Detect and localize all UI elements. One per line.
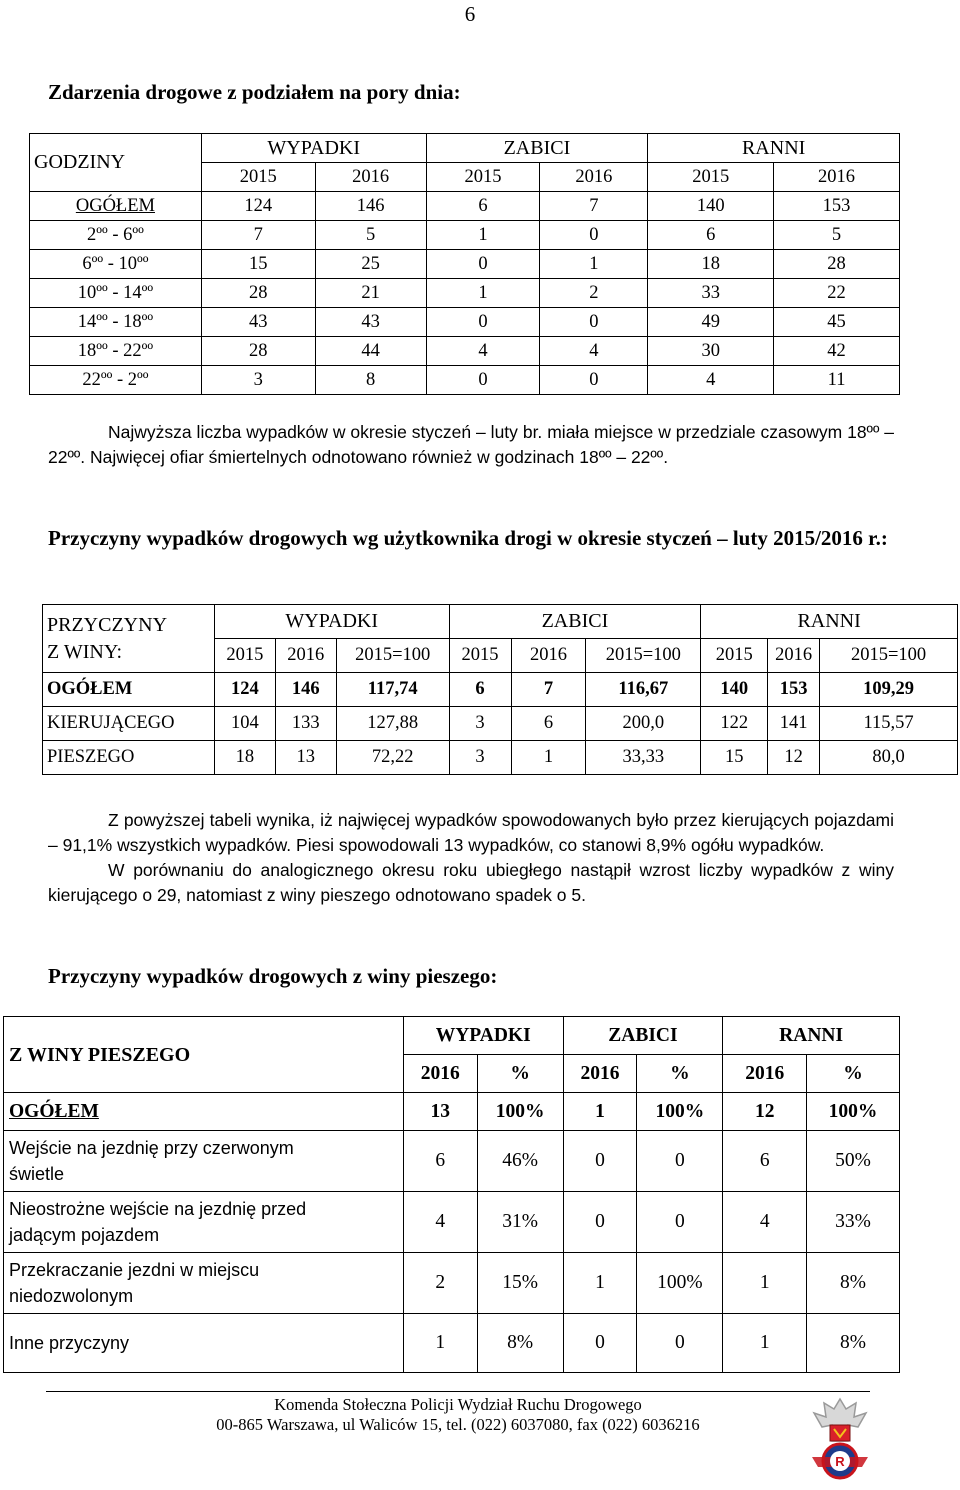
corner-line-1: PRZYCZYNY bbox=[47, 613, 168, 636]
row-label bbox=[4, 1131, 404, 1192]
table-cell: 22 bbox=[774, 279, 900, 308]
sub-header: 2015 bbox=[214, 639, 275, 673]
row-label bbox=[4, 1253, 404, 1314]
table-cell: 5 bbox=[774, 221, 900, 250]
table-cell: 6 bbox=[426, 192, 540, 221]
table-cell: 18 bbox=[214, 741, 275, 775]
table-row bbox=[30, 366, 900, 395]
table-road-user-causes bbox=[42, 604, 958, 775]
table-cell: 1 bbox=[723, 1314, 807, 1373]
paragraph-text: W porównaniu do analogicznego okresu roku ubiegłego nastąpił wzrost liczby wypadków z winy kierującego o 29, natomiast z winy pieszego odnotowano spadek o 5. bbox=[48, 860, 894, 905]
group-header-zabici: ZABICI bbox=[426, 134, 648, 163]
eagle-logo-icon bbox=[800, 1395, 880, 1485]
table-cell: 25 bbox=[315, 250, 426, 279]
table-cell: 2 bbox=[540, 279, 648, 308]
row-label-text: Wejście na jezdnię przy czerwonym świetle bbox=[9, 1138, 294, 1184]
row-label: Inne przyczyny bbox=[4, 1314, 404, 1373]
table-cell: 146 bbox=[275, 673, 336, 707]
table-row bbox=[4, 1314, 900, 1373]
table-cell: 28 bbox=[774, 250, 900, 279]
table-cell: 1 bbox=[426, 221, 540, 250]
table-cell: 116,67 bbox=[586, 673, 701, 707]
table-cell: 8% bbox=[477, 1314, 563, 1373]
table-cell: 100% bbox=[807, 1093, 900, 1131]
group-header-ranni: RANNI bbox=[701, 605, 958, 639]
table-row bbox=[4, 1093, 900, 1131]
table-cell: 21 bbox=[315, 279, 426, 308]
table-cell: 6 bbox=[511, 707, 586, 741]
table-corner-label bbox=[43, 605, 215, 673]
table-cell: 109,29 bbox=[820, 673, 958, 707]
table-pedestrian-causes bbox=[3, 1016, 900, 1373]
table-cell: 133 bbox=[275, 707, 336, 741]
sub-header: 2015=100 bbox=[336, 639, 449, 673]
table-cell: 117,74 bbox=[336, 673, 449, 707]
table-cell: 33% bbox=[807, 1192, 900, 1253]
table-cell: 8 bbox=[315, 366, 426, 395]
table-corner-label: GODZINY bbox=[30, 134, 202, 192]
table-cell: 104 bbox=[214, 707, 275, 741]
table-cell: 4 bbox=[648, 366, 774, 395]
table-cell: 8% bbox=[807, 1314, 900, 1373]
section-heading-pedestrian: Przyczyny wypadków drogowych z winy pieszego: bbox=[48, 964, 498, 988]
table-cell: 3 bbox=[449, 707, 511, 741]
table-cell: 13 bbox=[275, 741, 336, 775]
sub-header: 2016 bbox=[768, 639, 820, 673]
table-corner-label: Z WINY PIESZEGO bbox=[4, 1017, 404, 1093]
table-cell: 28 bbox=[201, 337, 315, 366]
sub-header: % bbox=[477, 1055, 563, 1093]
table-cell: 4 bbox=[723, 1192, 807, 1253]
table-cell: 4 bbox=[426, 337, 540, 366]
sub-header: 2015=100 bbox=[586, 639, 701, 673]
row-label: OGÓŁEM bbox=[4, 1093, 404, 1131]
table-cell: 72,22 bbox=[336, 741, 449, 775]
police-traffic-logo bbox=[800, 1395, 880, 1485]
table-cell: 0 bbox=[540, 366, 648, 395]
sub-header: % bbox=[637, 1055, 723, 1093]
row-label: 10ºº - 14ºº bbox=[30, 279, 202, 308]
table-cell: 7 bbox=[511, 673, 586, 707]
table-cell: 100% bbox=[477, 1093, 563, 1131]
table-cell: 30 bbox=[648, 337, 774, 366]
logo-letter: R bbox=[835, 1454, 845, 1469]
row-label: KIERUJĄCEGO bbox=[43, 707, 215, 741]
table-cell: 15% bbox=[477, 1253, 563, 1314]
table-cell: 3 bbox=[201, 366, 315, 395]
sub-header: 2015 bbox=[701, 639, 768, 673]
table-cell: 124 bbox=[214, 673, 275, 707]
sub-header: % bbox=[807, 1055, 900, 1093]
year-header: 2016 bbox=[315, 163, 426, 192]
table-cell: 49 bbox=[648, 308, 774, 337]
year-header: 2016 bbox=[774, 163, 900, 192]
row-label: 14ºº - 18ºº bbox=[30, 308, 202, 337]
row-label: 2ºº - 6ºº bbox=[30, 221, 202, 250]
table-row bbox=[30, 221, 900, 250]
paragraph-text: Z powyższej tabeli wynika, iż najwięcej wypadków spowodowanych było przez kierujących pojazdami – 91,1% wszystkich wypadków. Piesi spowodowali 13 wypadków, co stanowi 8,9% ogółu wypadków. bbox=[48, 810, 894, 855]
sub-header: 2016 bbox=[723, 1055, 807, 1093]
table-row bbox=[4, 1192, 900, 1253]
table-cell: 0 bbox=[563, 1314, 637, 1373]
table-cell: 153 bbox=[768, 673, 820, 707]
sub-header: 2016 bbox=[563, 1055, 637, 1093]
group-header-wypadki: WYPADKI bbox=[403, 1017, 563, 1055]
page-number: 6 bbox=[464, 2, 476, 26]
table-cell: 1 bbox=[426, 279, 540, 308]
table-cell: 42 bbox=[774, 337, 900, 366]
group-header-ranni: RANNI bbox=[648, 134, 900, 163]
row-label: PIESZEGO bbox=[43, 741, 215, 775]
row-label-text: Nieostrożne wejście na jezdnię przed jadącym pojazdem bbox=[9, 1199, 307, 1245]
table-cell: 12 bbox=[723, 1093, 807, 1131]
table-cell: 15 bbox=[701, 741, 768, 775]
row-label bbox=[4, 1192, 404, 1253]
table-cell: 153 bbox=[774, 192, 900, 221]
footer-divider bbox=[46, 1391, 870, 1392]
table-cell: 100% bbox=[637, 1093, 723, 1131]
table-cell: 0 bbox=[637, 1192, 723, 1253]
row-label: 18ºº - 22ºº bbox=[30, 337, 202, 366]
group-header-zabici: ZABICI bbox=[449, 605, 701, 639]
group-header-ranni: RANNI bbox=[723, 1017, 900, 1055]
table-cell: 15 bbox=[201, 250, 315, 279]
table-cell: 44 bbox=[315, 337, 426, 366]
table-cell: 50% bbox=[807, 1131, 900, 1192]
table-cell: 141 bbox=[768, 707, 820, 741]
table-cell: 200,0 bbox=[586, 707, 701, 741]
table-cell: 33,33 bbox=[586, 741, 701, 775]
table-cell: 31% bbox=[477, 1192, 563, 1253]
table-cell: 12 bbox=[768, 741, 820, 775]
table-cell: 5 bbox=[315, 221, 426, 250]
table-cell: 18 bbox=[648, 250, 774, 279]
group-header-wypadki: WYPADKI bbox=[214, 605, 449, 639]
table-cell: 8% bbox=[807, 1253, 900, 1314]
table-cell: 11 bbox=[774, 366, 900, 395]
sub-header: 2016 bbox=[275, 639, 336, 673]
row-label: OGÓŁEM bbox=[43, 673, 215, 707]
table-row bbox=[30, 308, 900, 337]
table-cell: 127,88 bbox=[336, 707, 449, 741]
footer-line-1: Komenda Stołeczna Policji Wydział Ruchu Drogowego bbox=[274, 1395, 642, 1414]
table-cell: 6 bbox=[403, 1131, 477, 1192]
table-cell: 7 bbox=[201, 221, 315, 250]
table-cell: 46% bbox=[477, 1131, 563, 1192]
table-cell: 7 bbox=[540, 192, 648, 221]
row-label: 22ºº - 2ºº bbox=[30, 366, 202, 395]
table-cell: 100% bbox=[637, 1253, 723, 1314]
table-cell: 0 bbox=[426, 308, 540, 337]
table-cell: 1 bbox=[563, 1093, 637, 1131]
table-cell: 45 bbox=[774, 308, 900, 337]
table-row bbox=[30, 250, 900, 279]
table-cell: 2 bbox=[403, 1253, 477, 1314]
table-cell: 146 bbox=[315, 192, 426, 221]
year-header: 2015 bbox=[648, 163, 774, 192]
table-cell: 1 bbox=[403, 1314, 477, 1373]
group-header-zabici: ZABICI bbox=[563, 1017, 723, 1055]
group-header-wypadki: WYPADKI bbox=[201, 134, 426, 163]
table-cell: 1 bbox=[511, 741, 586, 775]
paragraph-time-of-day-summary bbox=[48, 420, 894, 470]
table-cell: 0 bbox=[540, 221, 648, 250]
row-label: OGÓŁEM bbox=[75, 195, 155, 216]
table-row bbox=[30, 337, 900, 366]
sub-header: 2015=100 bbox=[820, 639, 958, 673]
table-row bbox=[30, 279, 900, 308]
table-row bbox=[43, 707, 958, 741]
table-cell: 0 bbox=[563, 1131, 637, 1192]
table-cell: 0 bbox=[637, 1314, 723, 1373]
corner-line-2: Z WINY: bbox=[47, 640, 122, 663]
table-row bbox=[43, 673, 958, 707]
table-row bbox=[4, 1253, 900, 1314]
table-cell: 6 bbox=[449, 673, 511, 707]
paragraph-text: Najwyższa liczba wypadków w okresie styczeń – luty br. miała miejsce w przedziale czasowym 18ºº – 22ºº. Najwięcej ofiar śmiertelnych odnotowano również w godzinach 18ºº – 22ºº. bbox=[48, 422, 894, 467]
year-header: 2015 bbox=[426, 163, 540, 192]
table-cell: 4 bbox=[540, 337, 648, 366]
table-cell: 140 bbox=[701, 673, 768, 707]
table-time-of-day bbox=[29, 133, 900, 395]
section-heading-road-user: Przyczyny wypadków drogowych wg użytkownika drogi w okresie styczeń – luty 2015/2016 r.: bbox=[48, 526, 888, 550]
sub-header: 2015 bbox=[449, 639, 511, 673]
table-cell: 0 bbox=[426, 250, 540, 279]
section-heading-time-of-day: Zdarzenia drogowe z podziałem na pory dnia: bbox=[48, 80, 461, 104]
table-row bbox=[30, 192, 900, 221]
table-cell: 1 bbox=[563, 1253, 637, 1314]
table-cell: 43 bbox=[315, 308, 426, 337]
table-cell: 43 bbox=[201, 308, 315, 337]
table-cell: 80,0 bbox=[820, 741, 958, 775]
table-cell: 122 bbox=[701, 707, 768, 741]
table-cell: 6 bbox=[723, 1131, 807, 1192]
sub-header: 2016 bbox=[511, 639, 586, 673]
table-cell: 0 bbox=[637, 1131, 723, 1192]
table-cell: 4 bbox=[403, 1192, 477, 1253]
table-cell: 124 bbox=[201, 192, 315, 221]
row-label: 6ºº - 10ºº bbox=[30, 250, 202, 279]
year-header: 2016 bbox=[540, 163, 648, 192]
table-cell: 13 bbox=[403, 1093, 477, 1131]
table-cell: 115,57 bbox=[820, 707, 958, 741]
table-cell: 28 bbox=[201, 279, 315, 308]
table-cell: 33 bbox=[648, 279, 774, 308]
table-cell: 0 bbox=[540, 308, 648, 337]
table-cell: 6 bbox=[648, 221, 774, 250]
table-row bbox=[4, 1131, 900, 1192]
sub-header: 2016 bbox=[403, 1055, 477, 1093]
table-cell: 0 bbox=[426, 366, 540, 395]
year-header: 2015 bbox=[201, 163, 315, 192]
paragraph-road-user-summary bbox=[48, 808, 894, 908]
table-cell: 1 bbox=[723, 1253, 807, 1314]
footer-line-2: 00-865 Warszawa, ul Waliców 15, tel. (022) 6037080, fax (022) 6036216 bbox=[216, 1415, 700, 1434]
table-cell: 140 bbox=[648, 192, 774, 221]
table-cell: 3 bbox=[449, 741, 511, 775]
table-cell: 1 bbox=[540, 250, 648, 279]
table-row bbox=[43, 741, 958, 775]
row-label-text: Przekraczanie jezdni w miejscu niedozwolonym bbox=[9, 1260, 260, 1306]
table-cell: 0 bbox=[563, 1192, 637, 1253]
